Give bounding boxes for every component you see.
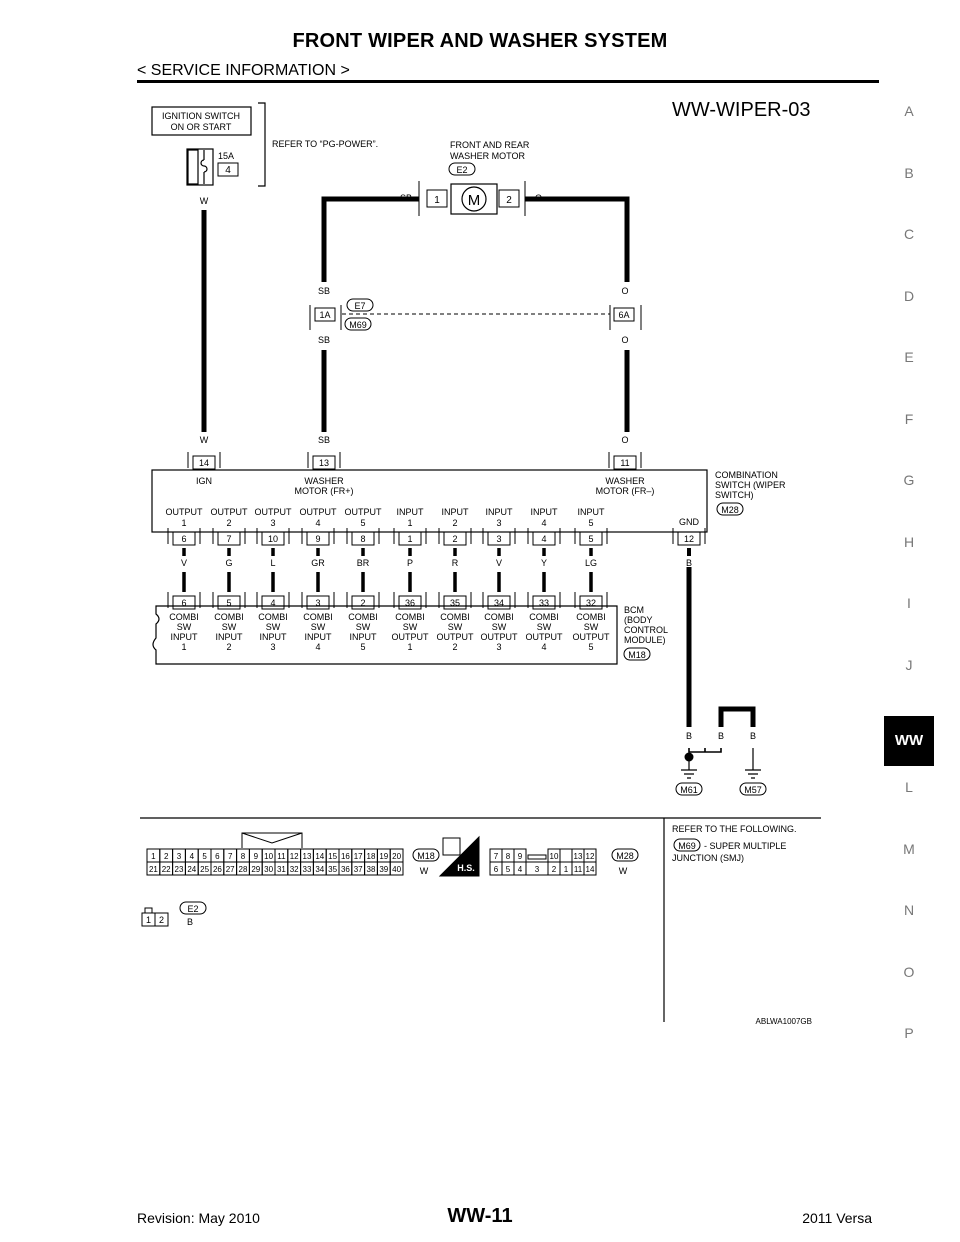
switch-term-label: INPUT — [441, 507, 469, 517]
joint-pin-6a: 6A — [618, 310, 630, 320]
m18-pin: 21 — [148, 865, 158, 874]
m28-pin: 7 — [493, 852, 499, 861]
section-index-o[interactable]: O — [903, 963, 915, 980]
switch-term-pin: 10 — [267, 534, 279, 544]
wire-color-motor-o: O — [535, 193, 543, 203]
bcm-term-label: COMBI — [440, 612, 470, 622]
wire-color: Y — [540, 558, 548, 568]
m28-pin: 13 — [573, 852, 583, 861]
wire-color-sb-j2: SB — [317, 335, 331, 345]
switch-name-1: COMBINATION — [715, 470, 778, 480]
switch-label-gnd: GND — [679, 517, 699, 527]
fuse-symbol — [188, 150, 207, 184]
bcm-term-pin: 36 — [404, 598, 416, 608]
wire-color-motor-sb: SB — [400, 193, 413, 203]
switch-term-number: 1 — [407, 518, 413, 528]
wire-color-o-j2: O — [621, 335, 629, 345]
m28-pin: 8 — [505, 852, 511, 861]
bcm-term-pin: 35 — [449, 598, 461, 608]
m18-pin: 35 — [328, 865, 338, 874]
switch-pin-ign: 14 — [198, 458, 210, 468]
switch-name-2: SWITCH (WIPER — [715, 480, 786, 490]
refer-code: M69 — [678, 841, 696, 851]
bcm-term-label: 4 — [315, 642, 321, 652]
m18-pin: 24 — [187, 865, 197, 874]
m28-pin: 14 — [585, 865, 595, 874]
switch-term-label: INPUT — [577, 507, 605, 517]
m18-pin: 39 — [379, 865, 389, 874]
m18-pin: 16 — [340, 852, 350, 861]
motor-pin-1: 1 — [434, 195, 440, 206]
m18-pin: 32 — [289, 865, 299, 874]
ground-splice — [685, 753, 693, 761]
bcm-connector-code: M18 — [628, 650, 646, 660]
m18-pin: 22 — [161, 865, 171, 874]
wire-color: L — [270, 558, 276, 568]
wire-color: GR — [311, 558, 325, 568]
switch-label-ign: IGN — [195, 476, 213, 486]
wire-color-b-1: B — [685, 731, 693, 741]
bcm-term-label: OUTPUT — [480, 632, 518, 642]
switch-label-frplus-2: MOTOR (FR+) — [294, 486, 354, 496]
wire-b-gnd2 — [721, 709, 753, 727]
m18-color: W — [419, 866, 429, 876]
bcm-term-label: COMBI — [169, 612, 199, 622]
section-index-e[interactable]: E — [904, 349, 914, 365]
m18-pin: 30 — [264, 865, 274, 874]
refer-text-2: JUNCTION (SMJ) — [672, 853, 744, 863]
section-index-g[interactable]: G — [903, 472, 915, 488]
wire-sb-upper — [324, 199, 419, 282]
switch-term-number: 5 — [588, 518, 594, 528]
m18-pin: 17 — [353, 852, 363, 861]
bcm-term-pin: 33 — [538, 598, 550, 608]
section-index-h[interactable]: H — [903, 533, 915, 550]
m18-pin: 7 — [227, 852, 233, 861]
wire-color: R — [451, 558, 459, 568]
m18-pin: 36 — [340, 865, 350, 874]
bcm-term-label: SW — [176, 622, 192, 632]
bcm-name-1: BCM — [624, 605, 644, 615]
switch-bottom-terminals — [166, 507, 706, 592]
power-reference: REFER TO “PG-POWER”. — [272, 139, 379, 149]
m18-pin: 20 — [392, 852, 402, 861]
switch-top-pins — [188, 452, 641, 469]
bcm-term-label: SW — [355, 622, 371, 632]
bcm-term-label: COMBI — [529, 612, 559, 622]
switch-term-pin: 4 — [541, 534, 547, 544]
bcm-term-label: INPUT — [259, 632, 287, 642]
m18-pin: 26 — [212, 865, 222, 874]
m18-connector-face — [147, 849, 403, 875]
switch-term-pin: 9 — [315, 534, 321, 544]
switch-term-number: 2 — [226, 518, 232, 528]
m28-pin: 9 — [517, 852, 523, 861]
bcm-term-label: OUTPUT — [572, 632, 610, 642]
m18-pin: 31 — [276, 865, 286, 874]
bcm-term-label: SW — [402, 622, 418, 632]
wire-color-b-gnd: B — [685, 558, 693, 568]
e2-code: E2 — [187, 904, 199, 914]
bcm-term-label: 5 — [588, 642, 594, 652]
m18-pin: 15 — [328, 852, 338, 861]
switch-label-frminus-1: WASHER — [605, 476, 645, 486]
model-year: 2011 Versa — [802, 1210, 872, 1226]
bcm-term-label: SW — [221, 622, 237, 632]
switch-term-pin: 3 — [496, 534, 502, 544]
bcm-term-label: INPUT — [215, 632, 243, 642]
m18-pin: 38 — [366, 865, 376, 874]
bcm-term-label: 2 — [452, 642, 458, 652]
power-bracket — [258, 103, 265, 186]
bcm-term-pin: 2 — [360, 598, 366, 608]
section-index-d[interactable]: D — [903, 287, 915, 304]
switch-term-number: 4 — [315, 518, 321, 528]
bcm-term-pin: 32 — [585, 598, 597, 608]
section-index-l[interactable]: L — [905, 779, 913, 795]
bcm-term-label: SW — [491, 622, 507, 632]
bcm-name-4: MODULE) — [624, 635, 666, 645]
m18-pin: 33 — [302, 865, 312, 874]
m28-pin: 5 — [505, 865, 511, 874]
bcm-term-label: COMBI — [576, 612, 606, 622]
ignition-switch-state: ON OR START — [170, 122, 232, 132]
m18-connector-housing — [242, 833, 302, 848]
bcm-term-label: COMBI — [214, 612, 244, 622]
wire-color: V — [495, 558, 503, 568]
e2-pin: 1 — [145, 915, 152, 925]
bcm-term-label: INPUT — [304, 632, 332, 642]
m18-pin: 1 — [151, 852, 156, 861]
wire-color-sb-sw: SB — [317, 435, 331, 445]
switch-term-pin: 8 — [360, 534, 366, 544]
switch-pin-fr-plus: 13 — [318, 458, 330, 468]
section-index-p[interactable]: P — [904, 1025, 914, 1041]
switch-term-label: OUTPUT — [165, 507, 203, 517]
m28-pin: 11 — [573, 865, 583, 874]
revision-date: Revision: May 2010 — [137, 1210, 260, 1226]
m18-pin: 2 — [163, 852, 169, 861]
switch-term-label: OUTPUT — [299, 507, 337, 517]
switch-term-label: INPUT — [485, 507, 513, 517]
section-index-b[interactable]: B — [904, 164, 914, 181]
switch-term-number: 3 — [270, 518, 276, 528]
bcm-term-label: SW — [310, 622, 326, 632]
switch-term-number: 4 — [541, 518, 547, 528]
bcm-term-label: COMBI — [303, 612, 333, 622]
wire-color-o-sw: O — [621, 435, 629, 445]
bcm-term-label: SW — [536, 622, 552, 632]
bcm-term-label: INPUT — [170, 632, 198, 642]
bcm-term-label: 5 — [360, 642, 366, 652]
bcm-term-label: OUTPUT — [391, 632, 429, 642]
m28-pin: 6 — [493, 865, 499, 874]
switch-term-label: OUTPUT — [210, 507, 248, 517]
m18-pin: 11 — [277, 852, 286, 861]
ignition-switch-label: IGNITION SWITCH — [162, 111, 240, 121]
switch-pin-fr-minus: 11 — [620, 458, 630, 468]
section-index-ww[interactable]: WW — [884, 716, 934, 766]
switch-term-label: INPUT — [396, 507, 424, 517]
fuse-amperage: 15A — [218, 151, 235, 161]
switch-term-pin: 1 — [407, 534, 413, 544]
switch-label-frplus-1: WASHER — [304, 476, 344, 486]
ground-m61-code: M61 — [680, 785, 698, 795]
ground-m57-code: M57 — [744, 785, 762, 795]
m18-pin: 10 — [264, 852, 274, 861]
m18-pin: 34 — [315, 865, 325, 874]
bcm-term-label: SW — [583, 622, 599, 632]
m18-pin: 28 — [238, 865, 248, 874]
harness-side-label: H.S. — [457, 863, 475, 873]
diagram-code: WW-WIPER-03 — [672, 99, 811, 121]
bcm-term-label: COMBI — [348, 612, 378, 622]
wire-color-w-sw: W — [199, 435, 209, 445]
e2-color: B — [186, 917, 194, 927]
bcm-term-label: SW — [265, 622, 281, 632]
switch-name-3: SWITCH) — [715, 490, 754, 500]
wire-color-sb-j1: SB — [317, 286, 331, 296]
section-index-j[interactable]: J — [905, 656, 913, 673]
bcm-terminals — [168, 592, 610, 652]
switch-connector-code: M28 — [721, 505, 739, 515]
m28-pin: 10 — [549, 852, 559, 861]
m28-pin: 2 — [551, 865, 557, 874]
section-index-a[interactable]: A — [904, 103, 914, 119]
joint-code-m69: M69 — [349, 320, 367, 330]
figure-id: ABLWA1007GB — [755, 1017, 812, 1026]
m28-connector-face — [490, 849, 596, 875]
page-title: FRONT WIPER AND WASHER SYSTEM — [292, 30, 668, 52]
section-index-c[interactable]: C — [903, 226, 915, 242]
bcm-term-label: 3 — [496, 642, 502, 652]
switch-term-number: 3 — [496, 518, 502, 528]
m28-pin: 4 — [517, 865, 523, 874]
motor-connector-code: E2 — [456, 165, 468, 175]
wire-color: G — [225, 558, 233, 568]
switch-term-label: INPUT — [530, 507, 558, 517]
bcm-term-label: 3 — [270, 642, 276, 652]
bcm-term-label: SW — [447, 622, 463, 632]
switch-pin-gnd: 12 — [683, 534, 695, 544]
fuse-number: 4 — [225, 165, 231, 176]
bcm-term-label: INPUT — [349, 632, 377, 642]
e2-pin: 2 — [158, 915, 165, 925]
bcm-name-3: CONTROL — [624, 625, 669, 635]
joint-code-e7: E7 — [354, 301, 366, 311]
m28-pin: 3 — [534, 865, 540, 874]
m18-pin: 37 — [353, 865, 363, 874]
bcm-term-label: 2 — [226, 642, 232, 652]
bcm-term-label: OUTPUT — [525, 632, 563, 642]
switch-term-pin: 7 — [226, 534, 232, 544]
switch-term-number: 5 — [360, 518, 366, 528]
motor-pin-2: 2 — [506, 195, 512, 206]
m18-pin: 3 — [176, 852, 182, 861]
m28-pin: 1 — [563, 865, 569, 874]
wire-color: V — [180, 558, 188, 568]
wire-color-o-j1: O — [621, 286, 629, 296]
page-number: WW-11 — [447, 1205, 513, 1227]
washer-motor-label: FRONT AND REAR — [450, 140, 530, 150]
section-index-n[interactable]: N — [903, 902, 915, 918]
m18-pin: 13 — [302, 852, 312, 861]
m18-pin: 29 — [251, 865, 261, 874]
m28-code: M28 — [616, 851, 634, 861]
m18-pin: 25 — [200, 865, 210, 874]
section-index-f[interactable]: F — [904, 410, 914, 427]
bcm-term-pin: 5 — [226, 598, 232, 608]
bcm-term-pin: 34 — [493, 598, 505, 608]
bcm-term-pin: 6 — [181, 598, 187, 608]
m18-pin: 23 — [174, 865, 184, 874]
bcm-term-label: COMBI — [395, 612, 425, 622]
switch-term-number: 2 — [452, 518, 458, 528]
m18-pin: 14 — [315, 852, 325, 861]
wire-color: LG — [584, 558, 598, 568]
refer-title: REFER TO THE FOLLOWING. — [672, 824, 797, 834]
m18-pin: 12 — [289, 852, 299, 861]
m18-pin: 19 — [379, 852, 389, 861]
wire-color-w-top: W — [199, 196, 209, 206]
switch-term-label: OUTPUT — [254, 507, 292, 517]
bcm-term-label: COMBI — [258, 612, 288, 622]
m18-pin: 4 — [189, 852, 195, 861]
bcm-term-label: 1 — [407, 642, 413, 652]
m18-pin: 9 — [253, 852, 259, 861]
switch-term-label: OUTPUT — [344, 507, 382, 517]
bcm-term-label: COMBI — [484, 612, 514, 622]
section-index-i[interactable]: I — [907, 595, 911, 611]
wire-color: P — [406, 558, 414, 568]
m18-pin: 6 — [215, 852, 220, 861]
motor-symbol: M — [467, 192, 481, 209]
joint-pin-1a: 1A — [319, 310, 331, 320]
switch-term-pin: 6 — [181, 534, 187, 544]
e2-connector-face — [142, 913, 168, 926]
m18-pin: 8 — [240, 852, 246, 861]
section-label: < SERVICE INFORMATION > — [137, 62, 350, 79]
section-index-m[interactable]: M — [903, 840, 915, 857]
switch-term-pin: 2 — [452, 534, 458, 544]
bcm-name-2: (BODY — [624, 615, 653, 625]
m18-pin: 18 — [366, 852, 376, 861]
refer-text-1: - SUPER MULTIPLE — [704, 841, 787, 851]
switch-label-frminus-2: MOTOR (FR–) — [595, 486, 655, 496]
washer-motor-label-2: WASHER MOTOR — [450, 151, 526, 161]
m28-color: W — [618, 866, 628, 876]
bcm-term-pin: 3 — [315, 598, 321, 608]
m18-pin: 27 — [225, 865, 235, 874]
m18-pin: 5 — [202, 852, 207, 861]
wire-color-b-3: B — [749, 731, 757, 741]
switch-term-number: 1 — [181, 518, 187, 528]
bcm-term-label: 1 — [181, 642, 187, 652]
bcm-term-label: 4 — [541, 642, 547, 652]
m18-pin: 40 — [392, 865, 402, 874]
m28-pin: 12 — [585, 852, 595, 861]
switch-term-pin: 5 — [588, 534, 594, 544]
bcm-term-pin: 4 — [270, 598, 276, 608]
wire-color: BR — [356, 558, 370, 568]
bcm-term-label: OUTPUT — [436, 632, 474, 642]
wire-o-upper — [525, 199, 627, 282]
m18-code: M18 — [417, 851, 435, 861]
wire-color-b-2: B — [717, 731, 725, 741]
